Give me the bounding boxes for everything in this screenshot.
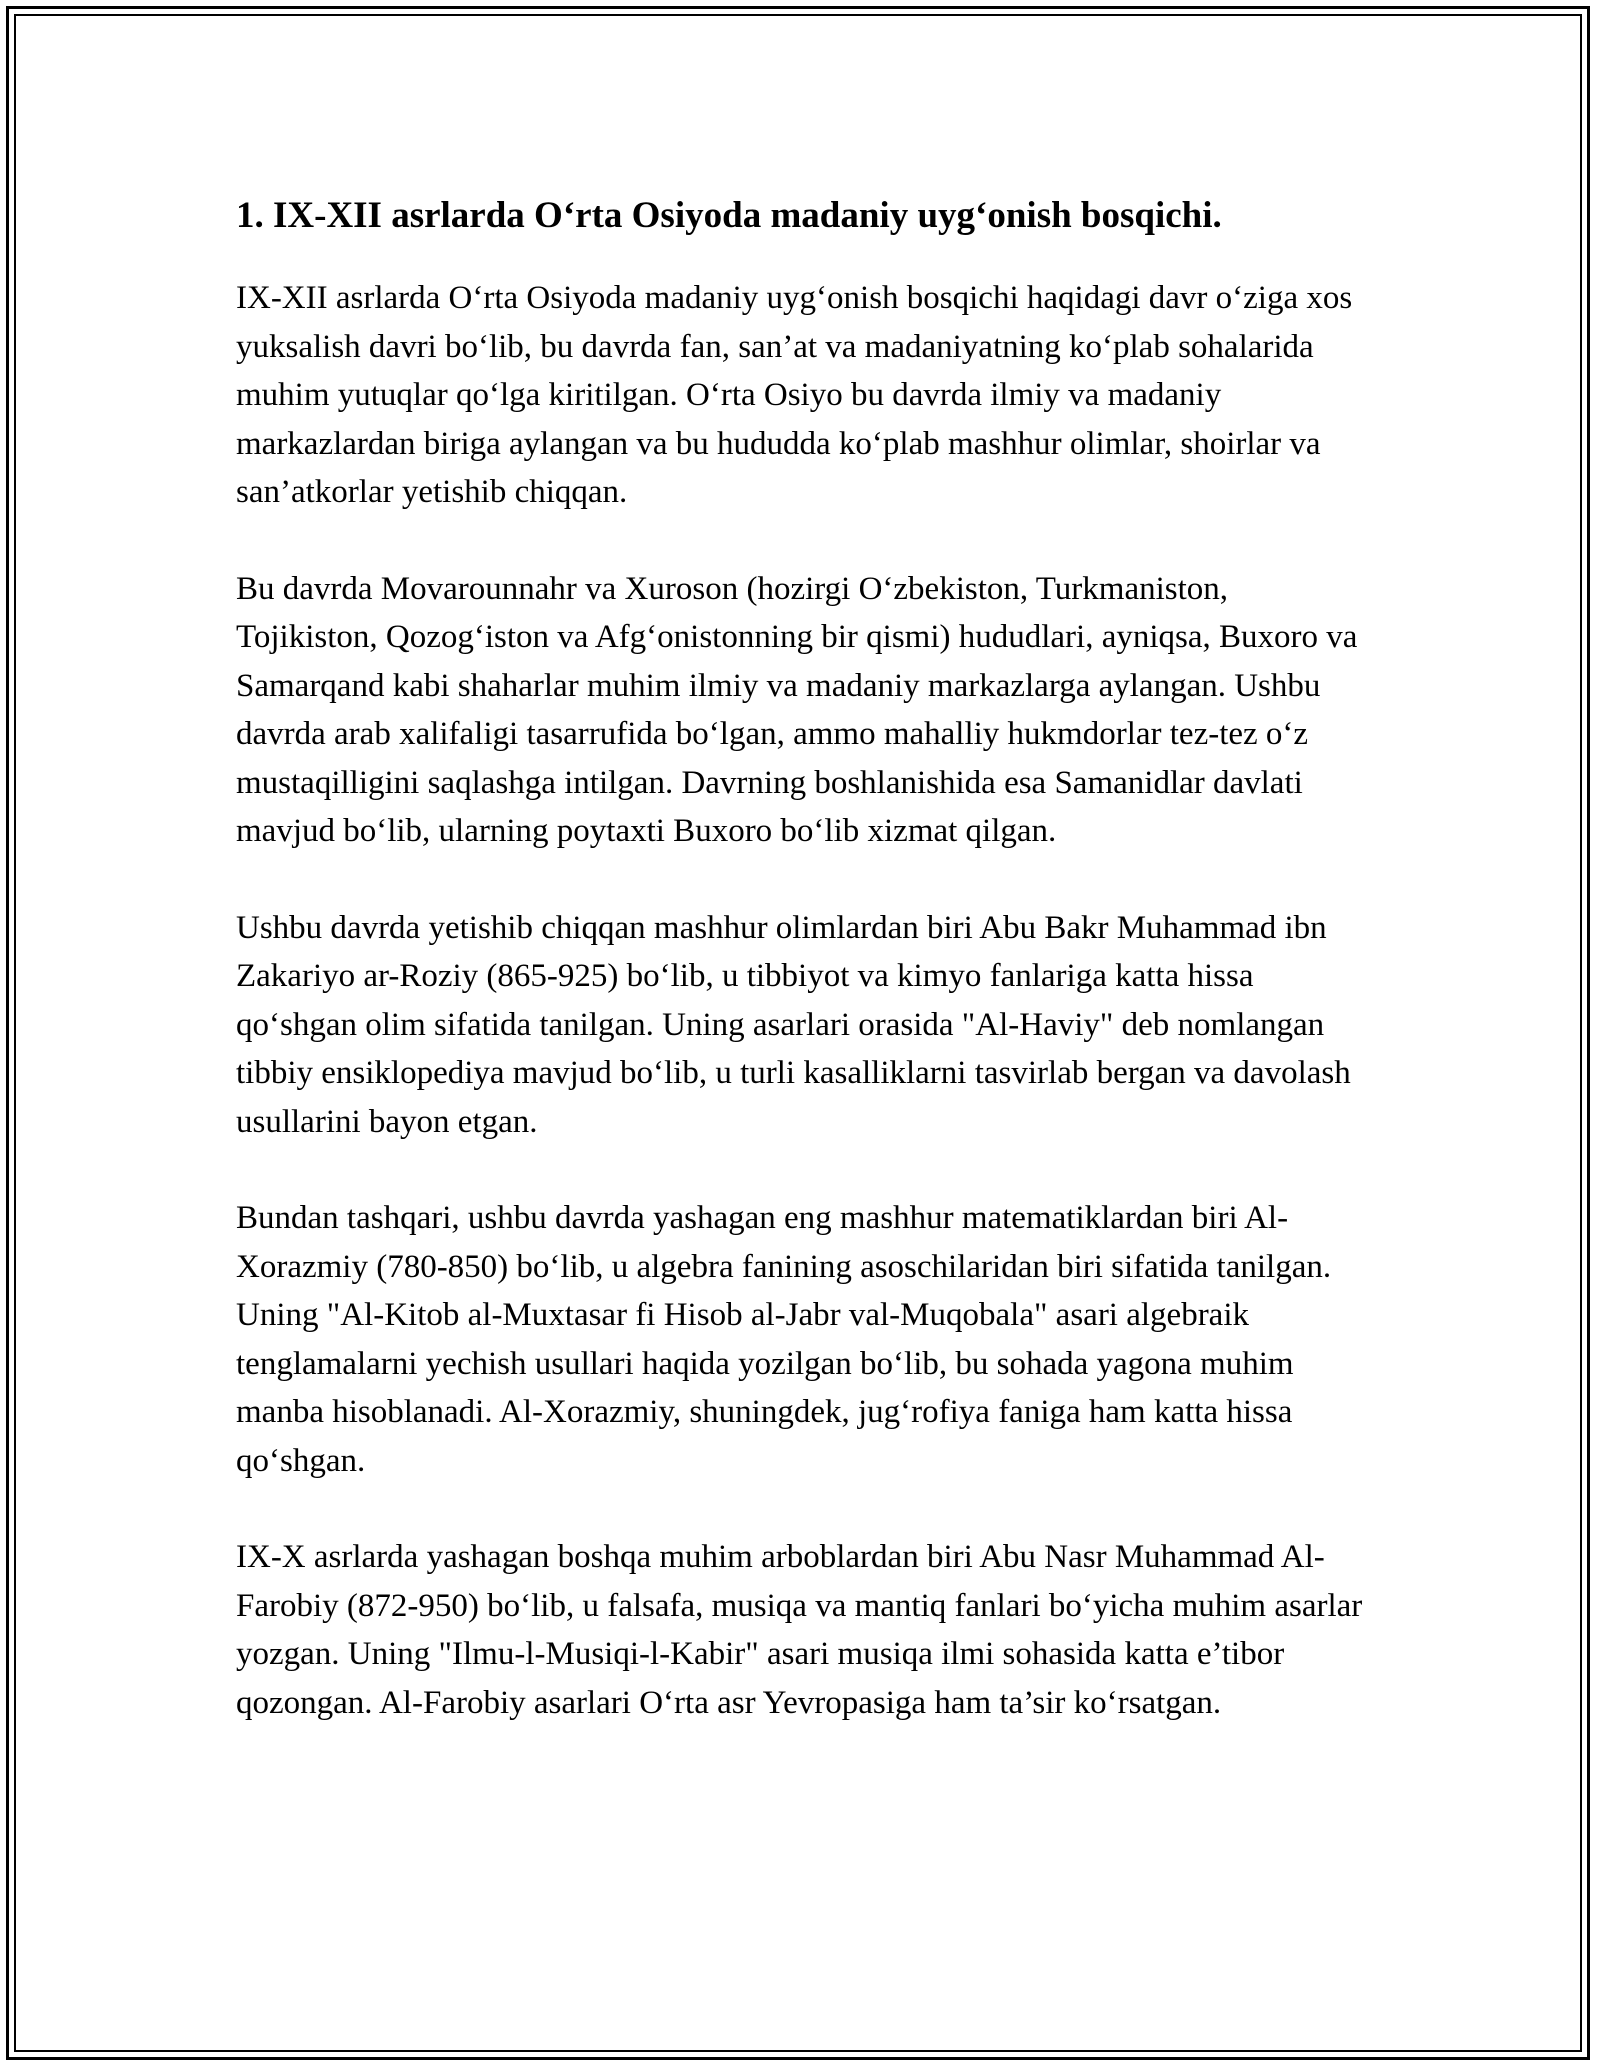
document-body	[236, 188, 1376, 1775]
section-heading: 1. IX-XII asrlarda O‘rta Osiyoda madaniy uyg‘onish bosqichi.	[236, 195, 1222, 236]
paragraph-4: Bundan tashqari, ushbu davrda yashagan eng mashhur matematiklardan biri Al-Xorazmiy (780-850) bo‘lib, u algebra fanining asoschilaridan biri sifatida tanilgan. Uning "Al-Kitob al-Muxtasar fi Hisob al-Jabr val-Muqobala" asari algebraik tenglamalarni yechish usullari haqida yozilgan bo‘lib, bu sohada yagona muhim manba hisoblanadi. Al-Xorazmiy, shuningdek, jug‘rofiya faniga ham katta hissa qo‘shgan.	[236, 1200, 1332, 1479]
paragraph-3: Ushbu davrda yetishib chiqqan mashhur olimlardan biri Abu Bakr Muhammad ibn Zakariyo ar-Roziy (865-925) bo‘lib, u tibbiyot va kimyo fanlariga katta hissa qo‘shgan olim sifatida tanilgan. Uning asarlari orasida "Al-Haviy" deb nomlangan tibbiy ensiklopediya mavjud bo‘lib, u turli kasalliklarni tasvirlab bergan va davolash usullarini bayon etgan.	[236, 909, 1351, 1140]
paragraph-1: IX-XII asrlarda O‘rta Osiyoda madaniy uyg‘onish bosqichi haqidagi davr o‘ziga xos yuksalish davri bo‘lib, bu davrda fan, san’at va madaniyatning ko‘plab sohalarida muhim yutuqlar qo‘lga kiritilgan. O‘rta Osiyo bu davrda ilmiy va madaniy markazlardan biriga aylangan va bu hududda ko‘plab mashhur olimlar, shoirlar va san’atkorlar yetishib chiqqan.	[236, 280, 1353, 510]
paragraph-2: Bu davrda Movarounnahr va Xuroson (hozirgi O‘zbekiston, Turkmaniston, Tojikiston, Qozog‘iston va Afg‘onistonning bir qismi) hududlari, ayniqsa, Buxoro va Samarqand kabi shaharlar muhim ilmiy va madaniy markazlarga aylangan. Ushbu davrda arab xalifaligi tasarrufida bo‘lgan, ammo mahalliy hukmdorlar tez-tez o‘z mustaqilligini saqlashga intilgan. Davrning boshlanishida esa Samanidlar davlati mavjud bo‘lib, ularning poytaxti Buxoro bo‘lib xizmat qilgan.	[236, 570, 1358, 849]
paragraph-5: IX-X asrlarda yashagan boshqa muhim arboblardan biri Abu Nasr Muhammad Al-Farobiy (872-950) bo‘lib, u falsafa, musiqa va mantiq fanlari bo‘yicha muhim asarlar yozgan. Uning "Ilmu-l-Musiqi-l-Kabir" asari musiqa ilmi sohasida katta e’tibor qozongan. Al-Farobiy asarlari O‘rta asr Yevropasiga ham ta’sir ko‘rsatgan.	[236, 1539, 1363, 1721]
